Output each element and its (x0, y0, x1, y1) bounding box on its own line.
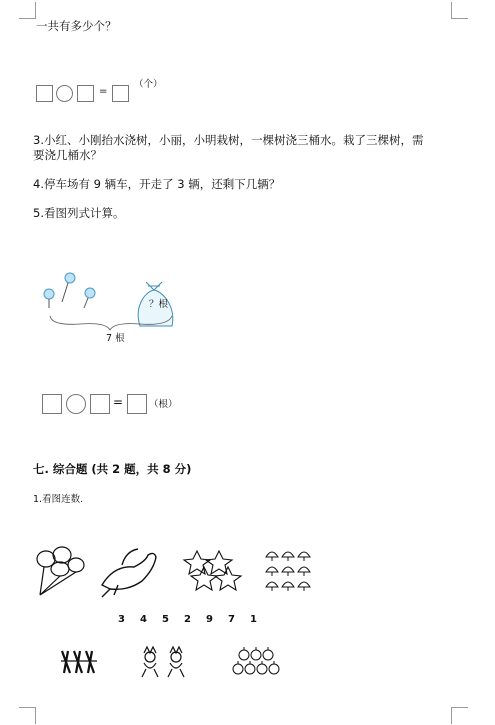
corner-mark-bottom-left (19, 707, 36, 724)
unit-label: （根） (149, 399, 178, 410)
number-5[interactable]: 5 (162, 614, 169, 625)
balloons-icon (37, 547, 84, 595)
answer-box[interactable] (127, 394, 147, 414)
corner-mark-top-left (19, 2, 36, 19)
corner-mark-bottom-right (451, 707, 468, 724)
apples-icon (233, 647, 279, 674)
question-3-line-2: 要浇几桶水？ (33, 148, 102, 162)
answer-box[interactable] (42, 394, 62, 414)
question-4: 4.停车场有 9 辆车，开走了 3 辆，还剩下几辆？ (33, 177, 281, 191)
lollipop-icon (62, 273, 75, 302)
lollipop-icon (44, 289, 54, 308)
stars-icon (184, 551, 241, 590)
question-7-1: 1.看图连数. (33, 494, 84, 505)
question-5: 5.看图列式计算。 (33, 206, 125, 220)
bird-icon (102, 549, 156, 597)
answer-box[interactable] (36, 85, 53, 102)
answer-box[interactable] (90, 394, 110, 414)
number-1[interactable]: 1 (250, 614, 257, 625)
answer-box[interactable] (77, 85, 94, 102)
cats-icon (142, 647, 184, 677)
picture-row-bottom (58, 643, 288, 683)
picture-row-top (34, 545, 334, 600)
number-4[interactable]: 4 (140, 614, 147, 625)
total-label: 7 根 (106, 333, 125, 344)
bag-label: ？根 (149, 299, 169, 310)
mushrooms-icon (266, 552, 310, 591)
number-2[interactable]: 2 (184, 614, 191, 625)
equals-sign: = (99, 86, 108, 97)
section-7-heading: 七. 综合题 (共 2 题，共 8 分) (33, 462, 192, 476)
question-3-line-1: 3.小红、小刚抬水浇树，小丽，小明栽树，一棵树浇三桶水。栽了三棵树，需 (33, 133, 424, 147)
number-7[interactable]: 7 (228, 614, 235, 625)
bugs-icon (61, 651, 97, 673)
unit-label: （个） (134, 79, 163, 90)
operator-circle[interactable] (56, 85, 73, 102)
answer-box[interactable] (112, 85, 129, 102)
number-9[interactable]: 9 (206, 614, 213, 625)
corner-mark-top-right (451, 2, 468, 19)
lollipop-icon (84, 288, 95, 308)
question-how-many-total: 一共有多少个？ (36, 19, 117, 33)
number-3[interactable]: 3 (118, 614, 125, 625)
operator-circle[interactable] (66, 394, 86, 414)
equals-sign: = (113, 395, 124, 409)
